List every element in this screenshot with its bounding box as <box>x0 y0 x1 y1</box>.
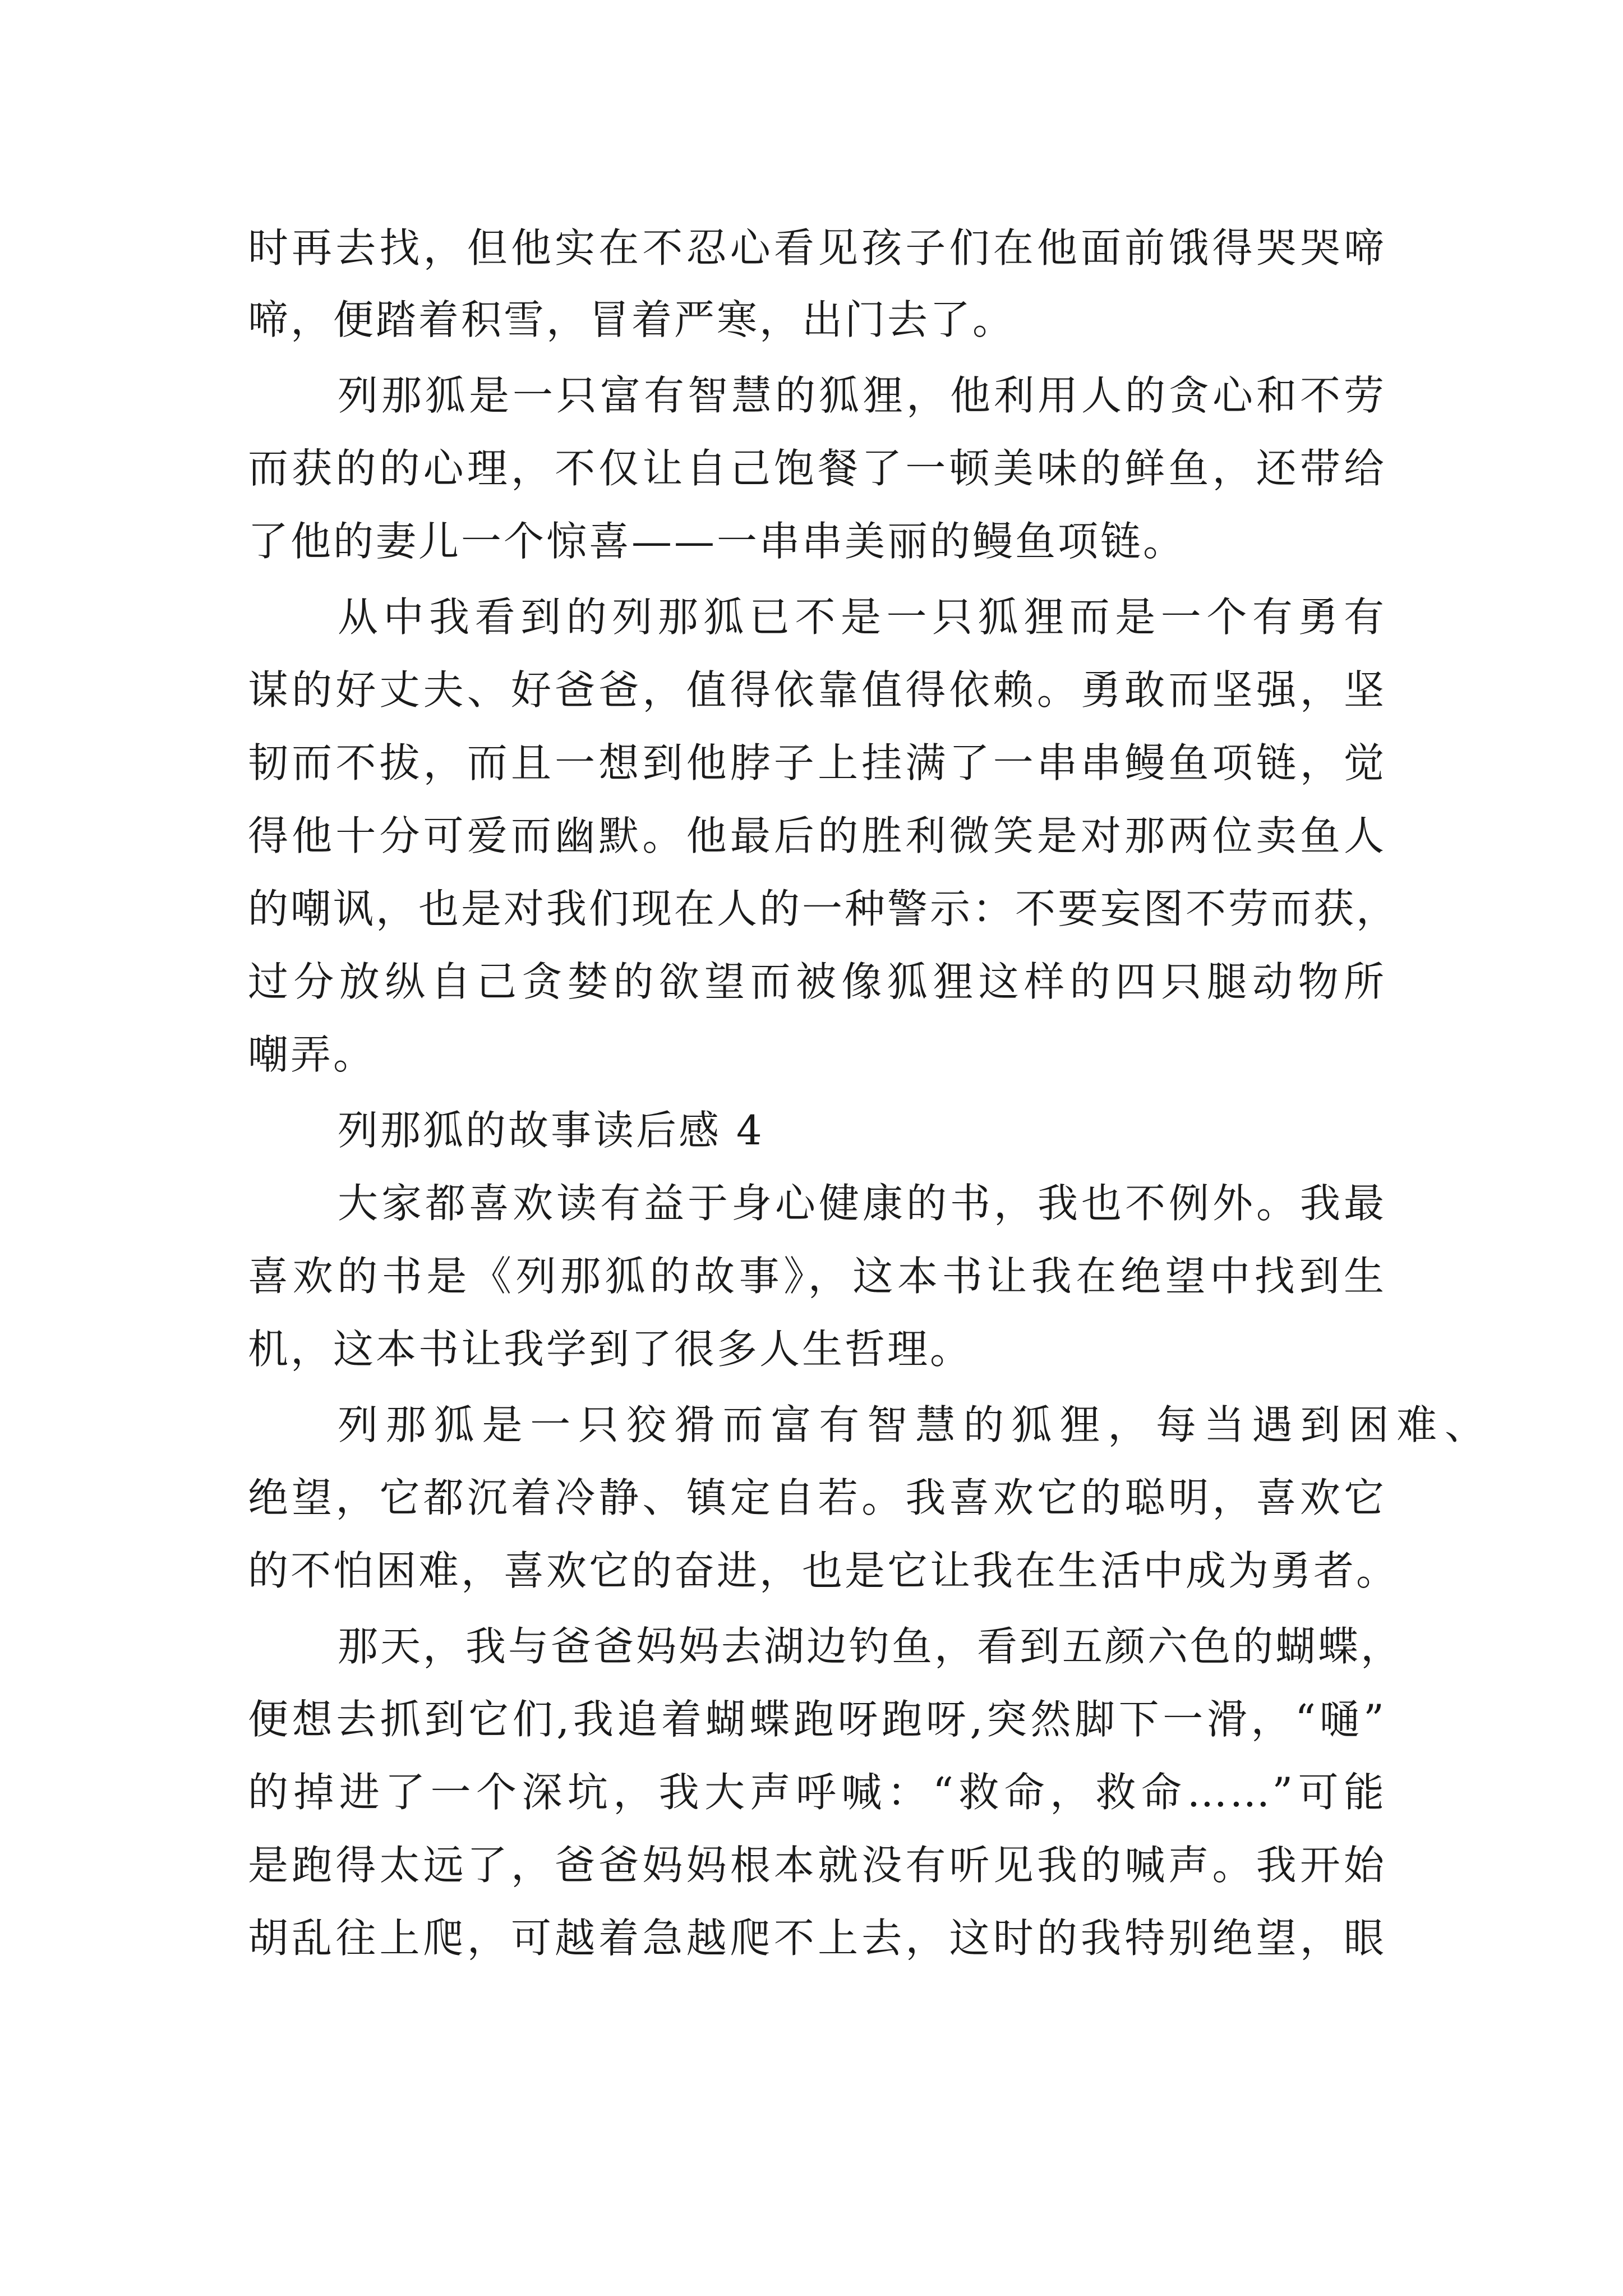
text-line: 是跑得太远了，爸爸妈妈根本就没有听见我的喊声。我开始 <box>248 1842 1386 1889</box>
text-line: 了他的妻儿一个惊喜——一串串美丽的鳗鱼项链。 <box>248 518 1186 565</box>
text-line: 的不怕困难，喜欢它的奋进，也是它让我在生活中成为勇者。 <box>248 1547 1399 1594</box>
text-line: 便想去抓到它们,我追着蝴蝶跑呀跑呀,突然脚下一滑，“嗵” <box>248 1696 1386 1743</box>
text-line: 韧而不拔，而且一想到他脖子上挂满了一串串鳗鱼项链，觉 <box>248 739 1386 786</box>
paragraph-first-line: 列那狐是一只富有智慧的狐狸，他利用人的贪心和不劳 <box>338 372 1386 419</box>
paragraph-first-line: 列那狐是一只狡猾而富有智慧的狐狸，每当遇到困难、 <box>338 1401 1487 1448</box>
text-line: 啼，便踏着积雪，冒着严寒，出门去了。 <box>248 296 1016 343</box>
text-line: 过分放纵自己贪婪的欲望而被像狐狸这样的四只腿动物所 <box>248 958 1386 1005</box>
text-line: 谋的好丈夫、好爸爸，值得依靠值得依赖。勇敢而坚强，坚 <box>248 666 1386 714</box>
section-heading: 列那狐的故事读后感 4 <box>338 1107 764 1154</box>
text-line: 的掉进了一个深坑，我大声呼喊：“救命，救命……”可能 <box>248 1769 1386 1816</box>
text-line: 时再去找，但他实在不忍心看见孩子们在他面前饿得哭哭啼 <box>248 224 1386 272</box>
text-line: 的嘲讽，也是对我们现在人的一种警示：不要妄图不劳而获， <box>248 885 1399 932</box>
text-line: 机，这本书让我学到了很多人生哲理。 <box>248 1326 973 1373</box>
text-line: 喜欢的书是《列那狐的故事》，这本书让我在绝望中找到生 <box>248 1253 1386 1300</box>
paragraph-first-line: 大家都喜欢读有益于身心健康的书，我也不例外。我最 <box>338 1180 1386 1227</box>
paragraph-first-line: 那天，我与爸爸妈妈去湖边钓鱼，看到五颜六色的蝴蝶， <box>338 1623 1404 1670</box>
text-line: 而获的的心理，不仅让自己饱餐了一顿美味的鲜鱼，还带给 <box>248 445 1386 492</box>
text-line: 得他十分可爱而幽默。他最后的胜利微笑是对那两位卖鱼人 <box>248 812 1386 859</box>
paragraph-first-line: 从中我看到的列那狐已不是一只狐狸而是一个有勇有 <box>338 593 1386 641</box>
text-line: 嘲弄。 <box>248 1031 376 1078</box>
text-line: 胡乱往上爬，可越着急越爬不上去，这时的我特别绝望，眼 <box>248 1915 1386 1962</box>
text-line: 绝望，它都沉着冷静、镇定自若。我喜欢它的聪明，喜欢它 <box>248 1474 1386 1521</box>
